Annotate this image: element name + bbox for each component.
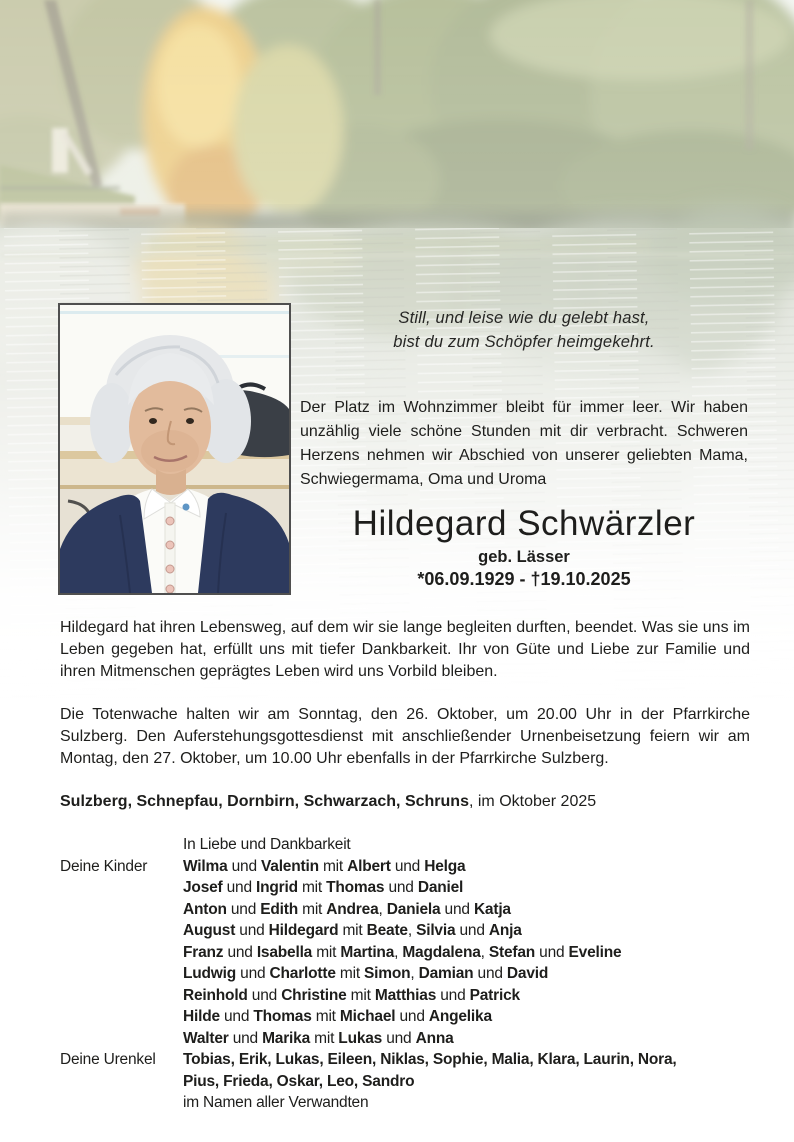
dateline: [60, 791, 750, 813]
deceased-name: Hildegard Schwärzler: [352, 504, 696, 543]
memorial-quote: [300, 306, 748, 354]
deceased-name-block: [300, 504, 748, 590]
portrait-photo: [58, 303, 291, 595]
family-row-names: Josef und Ingrid mit Thomas und Daniel: [183, 879, 464, 896]
intro-paragraph: Der Platz im Wohnzimmer bleibt für immer leer. Wir haben unzählig viele schöne Stunden mit dir verbracht. Schweren Herzens nehmen wir Abschied von unserer geliebten Mama, Schwiegermama, Oma und Uroma: [300, 399, 748, 488]
life-paragraph: Hildegard hat ihren Lebensweg, auf dem wir sie lange begleiten durften, beendet. Was sie uns im Leben gegeben hat, erfüllt uns mit tiefer Dankbarkeit. Ihr von Güte und Liebe zur Familie und ihren Mitmenschen geprägtes Leben wird uns Vorbild bleiben.: [60, 619, 750, 680]
family-row: [60, 1071, 750, 1093]
family-row: [60, 1006, 750, 1028]
family-row-label: [60, 1092, 183, 1114]
portrait-photo-art: [60, 305, 289, 593]
family-row-names: Reinhold und Christine mit Matthias und Patrick: [183, 986, 520, 1004]
family-list: [60, 834, 750, 1114]
family-row-names: Franz und Isabella mit Martina, Magdalena, Stefan und Eveline: [183, 943, 622, 961]
quote-line-2: bist du zum Schöpfer heimgekehrt.: [393, 333, 655, 351]
family-row: [60, 942, 750, 964]
family-row-label: [60, 963, 183, 985]
family-rows: [60, 856, 750, 1114]
family-row: [60, 1049, 750, 1071]
family-row-label: [60, 899, 183, 921]
family-row: [60, 1092, 750, 1114]
family-row-label: [60, 942, 183, 964]
dateline-cities: Sulzberg, Schnepfau, Dornbirn, Schwarzach, Schruns: [60, 793, 469, 810]
family-row-names: Walter und Marika mit Lukas und Anna: [183, 1029, 454, 1047]
family-row-label: [60, 1071, 183, 1093]
family-row-names: Wilma und Valentin mit Albert und Helga: [183, 857, 466, 875]
family-row: [60, 856, 750, 878]
family-row-names: Ludwig und Charlotte mit Simon, Damian und David: [183, 965, 549, 982]
dateline-suffix: , im Oktober 2025: [468, 793, 597, 810]
family-row-names: im Namen aller Verwandten: [183, 1094, 369, 1111]
announcement-column: [300, 306, 748, 590]
family-row-names: Hilde und Thomas mit Michael und Angelika: [183, 1008, 492, 1025]
family-row-label: Deine Urenkel: [60, 1051, 156, 1068]
family-row: [60, 985, 750, 1007]
obituary-body: [60, 617, 750, 1114]
family-row-label: [60, 1028, 183, 1050]
family-row: [60, 1028, 750, 1050]
service-paragraph: Die Totenwache halten wir am Sonntag, den 26. Oktober, um 20.00 Uhr in der Pfarrkirche Sulzberg. Den Auferstehungsgottesdienst mit anschließender Urnenbeisetzung feiern wir am Montag, den 27. Oktober, um 10.00 Uhr ebenfalls in der Pfarrkirche Sulzberg.: [60, 706, 750, 767]
family-row-label: [60, 1006, 183, 1028]
family-row: [60, 920, 750, 942]
closing-text: In Liebe und Dankbarkeit: [183, 836, 351, 853]
family-row-names: Anton und Edith mit Andrea, Daniela und Katja: [183, 900, 511, 918]
family-row-names: August und Hildegard mit Beate, Silvia und Anja: [183, 922, 522, 939]
family-row-names: Pius, Frieda, Oskar, Leo, Sandro: [183, 1072, 415, 1090]
family-row-label: Deine Kinder: [60, 857, 148, 875]
family-row: [60, 899, 750, 921]
quote-line-1: Still, und leise wie du gelebt hast,: [398, 309, 650, 327]
family-row: [60, 877, 750, 899]
family-row: [60, 963, 750, 985]
closing-spacer: [60, 834, 183, 856]
family-row-label: [60, 920, 183, 942]
closing-row: [60, 834, 750, 856]
family-row-names: Tobias, Erik, Lukas, Eileen, Niklas, Sophie, Malia, Klara, Laurin, Nora,: [183, 1051, 677, 1068]
family-row-label: [60, 985, 183, 1007]
birth-death-dates: *06.09.1929 - †19.10.2025: [417, 569, 631, 589]
maiden-name: geb. Lässer: [478, 548, 570, 566]
family-row-label: [60, 877, 183, 899]
